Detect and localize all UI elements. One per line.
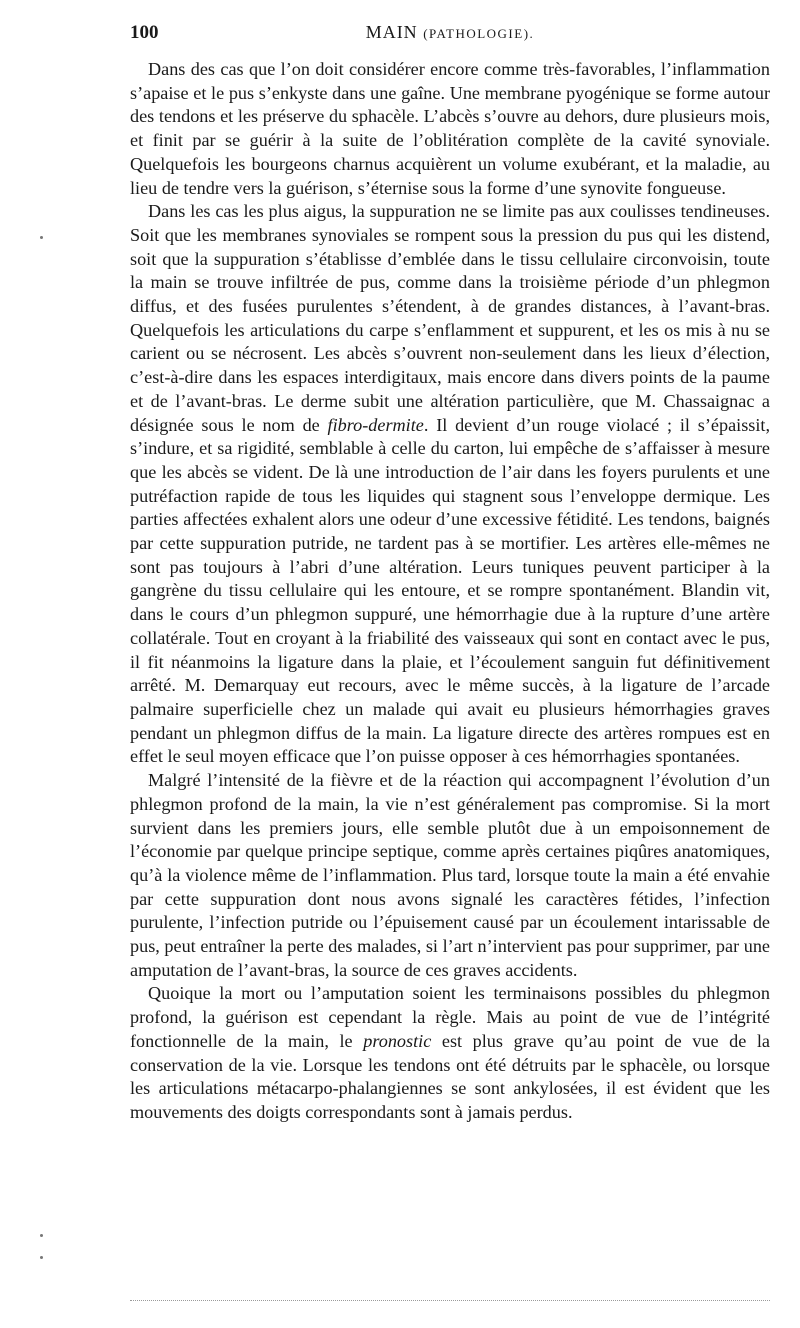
italic-term: pronostic [363, 1030, 432, 1051]
paragraph-text: . Il devient d’un rouge violacé ; il s’épaissit, s’indure, et sa rigidité, semblable à celle du carton, lui empêche de s’affaisser à mesure que les abcès se vident. De là une introduction de l’air dans les foyers purulents et une putréfaction rapide de tous les liquides qui stagnent sous l’enveloppe dermique. Les parties affectées exhalent alors une odeur d’une excessive fétidité. Les tendons, baignés par cette suppuration putride, ne tardent pas à se mortifier. Les artères elle-mêmes ne sont pas toujours à l’abri d’une altération. Leurs tuniques peuvent participer à la gangrène du tissu cellulaire qui les entoure, et se rompre spontanément. Blandin vit, dans le cours d’un phlegmon suppuré, une hémorrhagie due à la rupture d’une artère collatérale. Tout en croyant à la friabilité des vaisseaux qui sont en contact avec le pus, il fit néanmoins la ligature dans la plaie, et l’écoulement sanguin fut définitivement arrêté. M. Demarquay eut recours, avec le même succès, à la ligature de l’arcade palmaire superficielle chez un malade qui avait eu plusieurs hémorrhagies graves pendant un phlegmon diffus de la main. La ligature directe des artères rompues est en effet le seul moyen efficace que l’on puisse opposer à ces hémorrhagies spontanées. [130, 414, 770, 767]
footer-rule [130, 1300, 770, 1301]
italic-term: fibro-dermite [327, 414, 424, 435]
scan-speck [40, 1234, 43, 1237]
running-head-subtitle: (PATHOLOGIE). [423, 26, 535, 41]
body-text [130, 58, 770, 1125]
paragraph-3 [130, 769, 770, 982]
paragraph-text: est plus grave qu’au point de vue de la conservation de la vie. Lorsque les tendons ont été détruits par le sphacèle, ou lorsque les articulations métacarpo-phalangiennes se sont ankylosées, il est évident que les mouvements des doigts correspondants sont à jamais perdus. [130, 1030, 770, 1122]
scan-speck [40, 236, 43, 239]
page-number: 100 [130, 22, 159, 43]
paragraph-text: Malgré l’intensité de la fièvre et de la réaction qui accompagnent l’évolution d’un phlegmon profond de la main, la vie n’est généralement pas compromise. Si la mort survient dans les premiers jours, elle semble plutôt due à un empoisonnement de l’économie par quelque principe septique, comme après certaines piqûres anatomiques, qu’à la violence même de l’inflammation. Plus tard, lorsque toute la main a été envahie par cette suppuration dont nous avons signalé les caractères fétides, l’infection purulente, l’infection putride ou l’épuisement causé par un écoulement intarissable de pus, peut entraîner la perte des malades, si l’art n’intervient pas pour supprimer, par une amputation de l’avant-bras, la source de ces graves accidents. [130, 770, 770, 980]
paragraph-text: Dans des cas que l’on doit considérer encore comme très-favorables, l’inflammation s’apaise et le pus s’enkyste dans une gaîne. Une membrane pyogénique se forme autour des tendons et les préserve du sphacèle. L’abcès s’ouvre au dehors, dure plusieurs mois, et finit par se guérir à la suite de l’oblitération complète de la cavité synoviale. Quelquefois les bourgeons charnus acquièrent un volume exubérant, et la maladie, au lieu de tendre vers la guérison, s’éternise sous la forme d’une synovite fongueuse. [130, 59, 770, 198]
scan-speck [40, 1256, 43, 1259]
paragraph-text: Dans les cas les plus aigus, la suppuration ne se limite pas aux coulisses tendineuses. Soit que les membranes synoviales se rompent sous la pression du pus qui les distend, soit que la suppuration s’établisse d’emblée dans le tissu cellulaire circonvoisin, toute la main se trouve infiltrée de pus, comme dans la troisième période d’un phlegmon diffus, et des fusées purulentes s’étendent, à de grandes distances, à l’avant-bras. Quelquefois les articulations du carpe s’enflamment et suppurent, et les os mis à nu se carient ou se nécrosent. Les abcès s’ouvrent non-seulement dans les lieux d’élection, c’est-à-dire dans les espaces interdigitaux, mais encore dans divers points de la paume et de l’avant-bras. Le derme subit une altération particulière, que M. Chassaignac a désignée sous le nom de [130, 201, 770, 435]
paragraph-2 [130, 200, 770, 769]
running-head-title: MAIN [365, 22, 418, 42]
paragraph-1 [130, 58, 770, 200]
paragraph-text: Quoique la mort ou l’amputation soient les terminaisons possibles du phlegmon profond, la guérison est cependant la règle. Mais au point de vue de l’intégrité fonctionnelle de la main, le [130, 983, 770, 1051]
page-header [130, 22, 770, 50]
running-head [130, 22, 770, 43]
paragraph-4 [130, 982, 770, 1124]
